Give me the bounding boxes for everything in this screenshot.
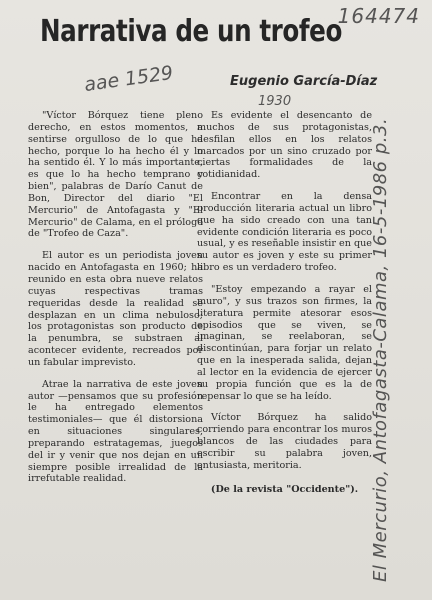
handwritten-year: 1930 xyxy=(258,94,292,109)
handwritten-code: aae 1529 xyxy=(82,61,175,97)
paragraph: Atrae la narrativa de este joven autor —pensamos que su profesión le ha entregado elementos testimoniales— que él distorsiona en situaciones singulares, preparando estratagemas, juegos del ir y venir que nos dejan en un siempre posible irrealidad de la irrefutable realidad. xyxy=(28,378,203,485)
handwritten-catalog-number: 164474 xyxy=(337,4,420,28)
paragraph: Es evidente el desencanto de muchos de sus protagonistas, desfilan ellos en los relatos marcados por un sino cruzado por ciertas formalidades de la cotidianidad. xyxy=(197,110,372,181)
article-source: (De la revista "Occidente"). xyxy=(210,483,359,495)
handwritten-source-note: El Mercurio, Antofagasta-Calama, 16-5-1986 p.3. xyxy=(370,117,391,582)
paragraph: El autor es un periodista joven nacido en Antofagasta en 1960; ha reunido en esta obra nueve relatos cuyas respectivas tramas requeridas desde la realidad se desplazan en un clima nebuloso; los protagonistas son producto de la penumbra, se substraen al acontecer evidente, recreados por un fabular imprevisto. xyxy=(28,250,203,368)
article-column-right xyxy=(197,110,372,505)
article-column-left xyxy=(28,110,203,495)
paragraph: Encontrar en la densa producción literaria actual un libro que ha sido creado con una tan evidente condición literaria es poco usual, y es reseñable insistir en que su autor es joven y este su primer libro es un verdadero trofeo. xyxy=(197,191,372,274)
paragraph: Víctor Bórquez ha salido corriendo para encontrar los muros blancos de las ciudades para escribir su palabra joven, entusiasta, meritoria. xyxy=(197,412,372,471)
paragraph: "Víctor Bórquez tiene pleno derecho, en estos momentos, a sentirse orgulloso de lo que ha hecho, porque lo ha hecho él y lo ha sentido él. Y lo más importante, es que lo ha hecho temprano y bien", palabras de Darío Canut de Bon, Director del diario "El Mercurio" de Antofagasta y "El Mercurio" de Calama, en el prólogo de "Trofeo de Caza". xyxy=(28,110,203,240)
article-title: Narrativa de un trofeo xyxy=(40,14,342,49)
article-author: Eugenio García-Díaz xyxy=(230,74,378,89)
paragraph: "Estoy empezando a rayar el muro", y sus trazos son firmes, la literatura permite atesorar esos episodios que se viven, se imaginan, se reelaboran, se discontinúan, para forjar un relato que en la inesperada salida, dejan al lector en la evidencia de ejercer su propia función que es la de repensar lo que se ha leído. xyxy=(197,283,372,402)
